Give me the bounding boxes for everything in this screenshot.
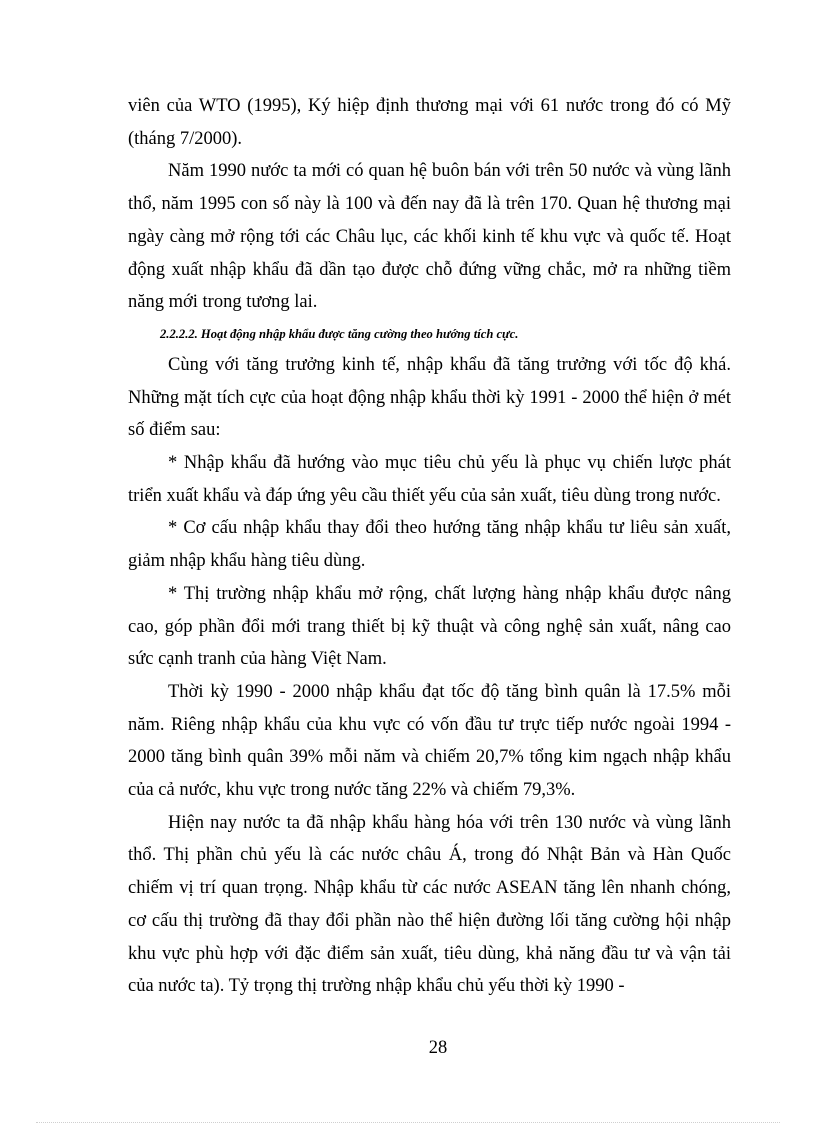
section-heading: 2.2.2.2. Hoạt động nhập khẩu được tăng cường theo hướng tích cực.	[160, 326, 519, 341]
paragraph-import-rate: Thời kỳ 1990 - 2000 nhập khẩu đạt tốc độ tăng bình quân là 17.5% mỗi năm. Riêng nhập khẩu của khu vực có vốn đầu tư trực tiếp nước ngoài 1994 - 2000 tăng bình quân 39% mỗi năm và chiếm 20,7% tổng kim ngạch nhập khẩu của cả nước, khu vực trong nước tăng 22% và chiếm 79,3%.	[128, 681, 731, 801]
paragraph-import-markets: Hiện nay nước ta đã nhập khẩu hàng hóa với trên 130 nước và vùng lãnh thổ. Thị phần chủ yếu là các nước châu Á, trong đó Nhật Bản và Hàn Quốc chiếm vị trí quan trọng. Nhập khẩu từ các nước ASEAN tăng lên nhanh chóng, cơ cấu thị trường đã thay đổi phần nào thể hiện đường lối tăng cường hội nhập khu vực phù hợp với đặc điểm sản xuất, tiêu dùng, khả năng đầu tư và vận tải của nước ta). Tỷ trọng thị trường nhập khẩu chủ yếu thời kỳ 1990 -	[128, 812, 731, 997]
paragraph-wto: viên của WTO (1995), Ký hiệp định thương mại với 61 nước trong đó có Mỹ (tháng 7/2000).	[128, 96, 731, 149]
paragraph-bullet-market-expansion: * Thị trường nhập khẩu mở rộng, chất lượng hàng nhập khẩu được nâng cao, góp phần đổi mới trang thiết bị kỹ thuật và công nghệ sản xuất, nâng cao sức cạnh tranh của hàng Việt Nam.	[128, 583, 731, 670]
paragraph-bullet-export-strategy: * Nhập khẩu đã hướng vào mục tiêu chủ yếu là phục vụ chiến lược phát triển xuất khẩu và đáp ứng yêu cầu thiết yếu của sản xuất, tiêu dùng trong nước.	[128, 453, 731, 506]
page-number: 28	[428, 1038, 448, 1058]
page-body	[128, 90, 731, 1003]
paragraph-import-growth: Cùng với tăng trưởng kinh tế, nhập khẩu đã tăng trưởng với tốc độ khá. Những mặt tích cực của hoạt động nhập khẩu thời kỳ 1991 - 2000 thể hiện ở mét số điểm sau:	[128, 354, 731, 441]
paragraph-bullet-import-structure: * Cơ cấu nhập khẩu thay đổi theo hướng tăng nhập khẩu tư liêu sản xuất, giảm nhập khẩu hàng tiêu dùng.	[128, 518, 731, 572]
paragraph-trade-relations: Năm 1990 nước ta mới có quan hệ buôn bán với trên 50 nước và vùng lãnh thổ, năm 1995 con số này là 100 và đến nay đã là trên 170. Quan hệ thương mại ngày càng mở rộng tới các Châu lục, các khối kinh tế khu vực và quốc tế. Hoạt động xuất nhập khẩu đã dần tạo được chỗ đứng vững chắc, mở ra những tiềm năng mới trong tương lai.	[128, 161, 731, 313]
